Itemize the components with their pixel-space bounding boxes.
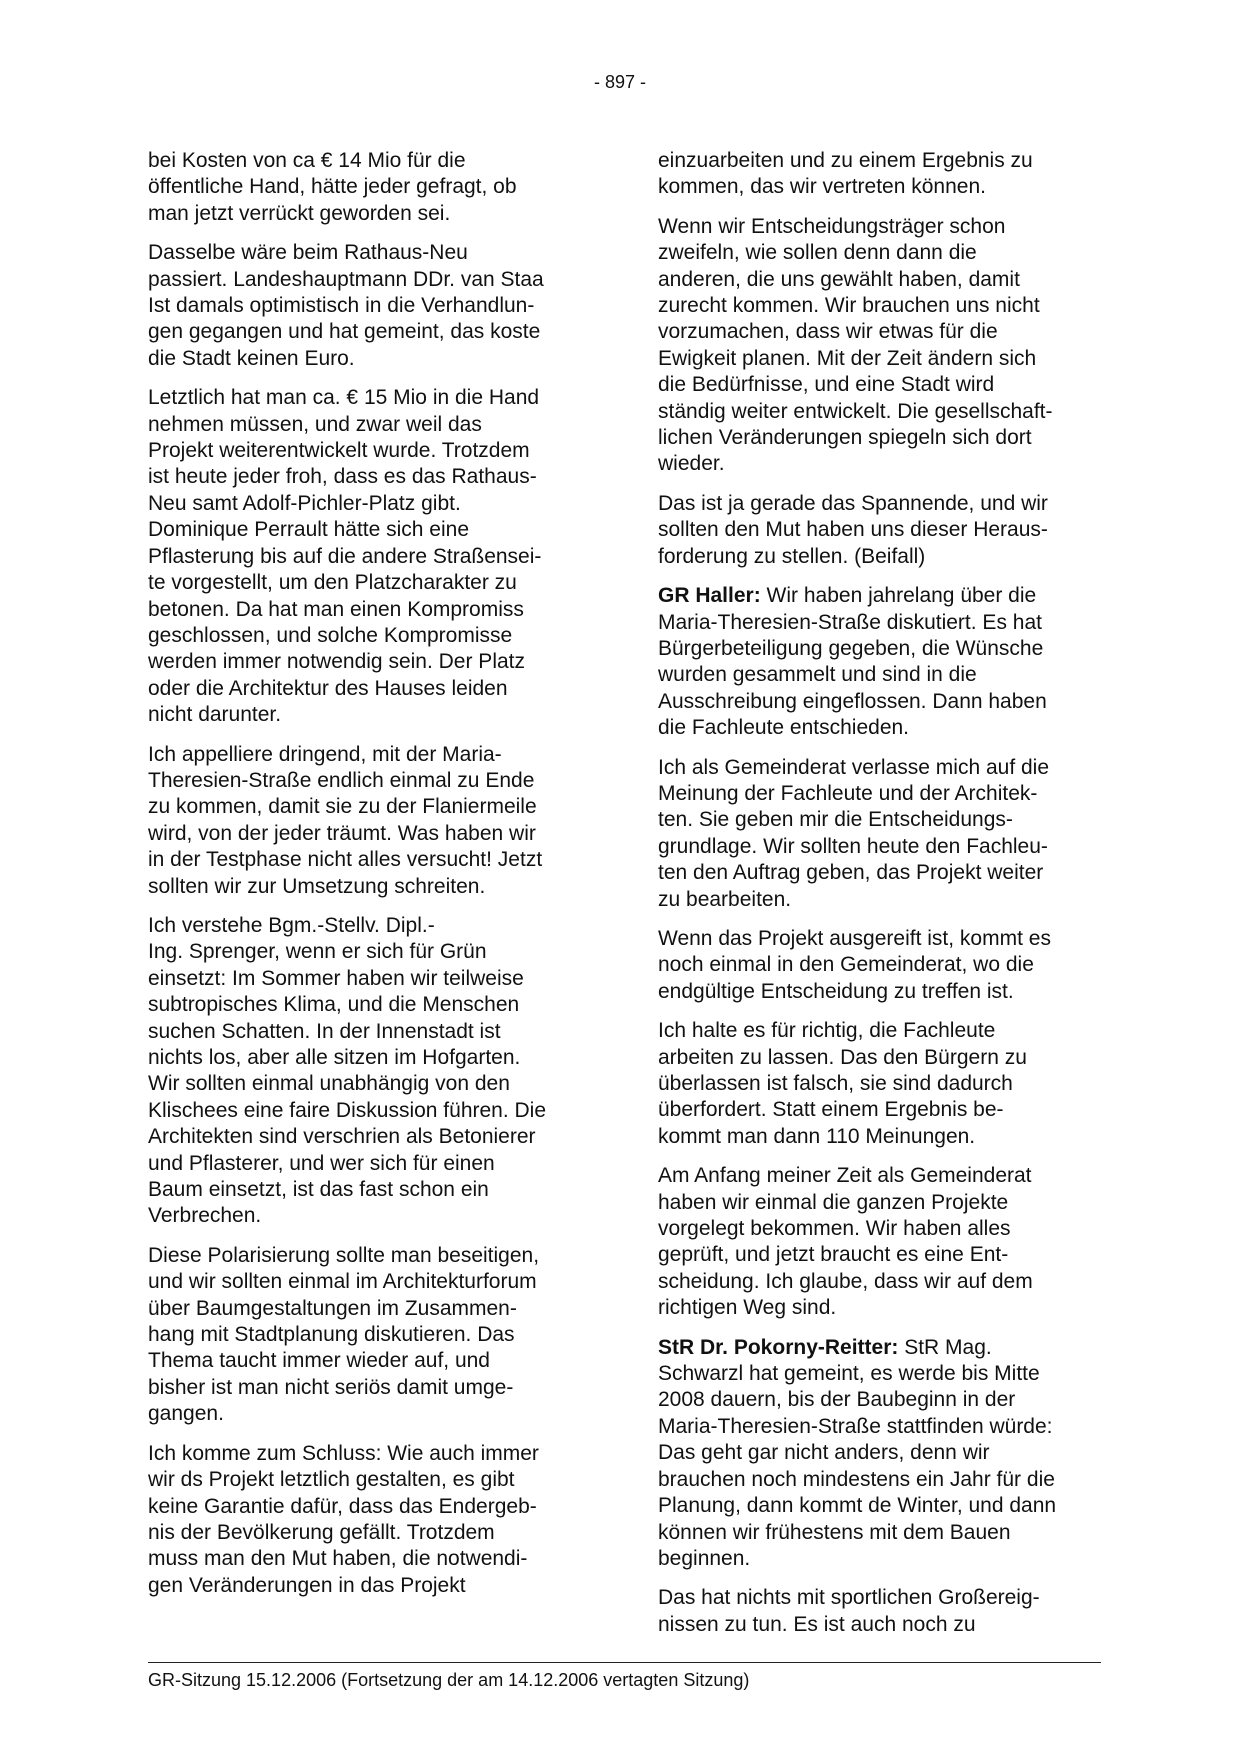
paragraph-text: StR Mag. Schwarzl hat gemeint, es werde bis Mitte 2008 dauern, bis der Baubeginn in der Maria-Theresien-Straße stattfinden würde: Das geht gar nicht anders, denn wir brauchen noch mindestens ein Jahr für die Planung, dann kommt de Winter, und dann können wir frühestens mit dem Bauen beginnen. xyxy=(658,1335,1057,1570)
paragraph: Letztlich hat man ca. € 15 Mio in die Hand nehmen müssen, und zwar weil das Projekt weiterentwickelt wurde. Trotzdem ist heute jeder froh, dass es das Rathaus- Neu samt Adolf-Pichler-Platz gibt. Dominique Perrault hätte sich eine Pflasterung bis auf die andere Straßensei- te vorgestellt, um den Platzcharakter zu betonen. Da hat man einen Kompromiss geschlossen, und solche Kompromisse werden immer notwendig sein. Der Platz oder die Architektur des Hauses leiden nicht darunter. xyxy=(148,386,542,727)
speaker-name: GR Haller: xyxy=(658,584,761,608)
paragraph-text: Ich halte es für richtig, die Fachleute arbeiten zu lassen. Das den Bürgern zu überlassen ist falsch, sie sind dadurch überfordert. Statt einem Ergebnis be- kommt man dann 110 Meinungen. xyxy=(658,1019,1027,1148)
paragraph: Ich verstehe Bgm.-Stellv. Dipl.- Ing. Sprenger, wenn er sich für Grün einsetzt: Im Sommer haben wir teilweise subtropisches Klima, und die Menschen suchen Schatten. In der Innenstadt ist nichts los, aber alle sitzen im Hofgarten. Wir sollten einmal unabhängig von den Klischees eine faire Diskussion führen. Die Architekten sind verschrien als Betonierer und Pflasterer, und wer sich für einen Baum einsetzt, ist das fast schon ein Verbrechen. xyxy=(148,913,547,1228)
paragraph-text: Das ist ja gerade das Spannende, und wir sollten den Mut haben uns dieser Heraus- forderung zu stellen. (Beifall) xyxy=(658,491,1048,568)
paragraph-text: Am Anfang meiner Zeit als Gemeinderat haben wir einmal die ganzen Projekte vorgelegt bekommen. Wir haben alles geprüft, und jetzt braucht es eine Ent- scheidung. Ich glaube, dass wir auf dem richtigen Weg sind. xyxy=(658,1164,1033,1320)
paragraph-text: Wir haben jahrelang über die Maria-Theresien-Straße diskutiert. Es hat Bürgerbeteiligung gegeben, die Wünsche wurden gesammelt und sind in die Ausschreibung eingeflossen. Dann haben die Fachleute entschieden. xyxy=(658,584,1047,740)
paragraph: Diese Polarisierung sollte man beseitigen, und wir sollten einmal im Architekturforum über Baumgestaltungen im Zusammen- hang mit Stadtplanung diskutieren. Das Thema taucht immer wieder auf, und bisher ist man nicht seriös damit umge- gangen. xyxy=(148,1243,540,1426)
paragraph: Ich komme zum Schluss: Wie auch immer wir ds Projekt letztlich gestalten, es gibt keine Garantie dafür, dass das Endergeb- nis der Bevölkerung gefällt. Trotzdem muss man den Mut haben, die notwendi- gen Veränderungen in das Projekt xyxy=(148,1441,539,1597)
paragraph xyxy=(658,583,1098,741)
right-column xyxy=(658,148,1098,1651)
paragraph xyxy=(658,491,1098,570)
paragraph-text: Wenn das Projekt ausgereift ist, kommt es noch einmal in den Gemeinderat, wo die endgültige Entscheidung zu treffen ist. xyxy=(658,926,1051,1003)
paragraph-text: Das hat nichts mit sportlichen Großereig- nissen zu tun. Es ist auch noch zu xyxy=(658,1586,1040,1636)
paragraph: Dasselbe wäre beim Rathaus-Neu passiert. Landeshauptmann DDr. van Staa Ist damals optimistisch in die Verhandlun- gen gegangen und hat gemeint, das koste die Stadt keinen Euro. xyxy=(148,241,544,370)
speaker-name: StR Dr. Pokorny-Reitter: xyxy=(658,1335,899,1359)
page-number: - 897 - xyxy=(593,72,647,92)
paragraph xyxy=(658,1585,1098,1638)
paragraph xyxy=(658,755,1098,913)
paragraph: Ich appelliere dringend, mit der Maria- Theresien-Straße endlich einmal zu Ende zu kommen, damit sie zu der Flaniermeile wird, von der jeder träumt. Was haben wir in der Testphase nicht alles versucht! Jetzt sollten wir zur Umsetzung schreiten. xyxy=(148,742,543,898)
paragraph: bei Kosten von ca € 14 Mio für die öffentliche Hand, hätte jeder gefragt, ob man jetzt verrückt geworden sei. xyxy=(148,149,517,225)
left-column xyxy=(148,148,588,1612)
paragraph xyxy=(658,1018,1098,1150)
footer-divider xyxy=(148,1662,1101,1663)
footer-session-info: GR-Sitzung 15.12.2006 (Fortsetzung der am 14.12.2006 vertagten Sitzung) xyxy=(148,1670,750,1690)
paragraph-text: einzuarbeiten und zu einem Ergebnis zu kommen, das wir vertreten können. xyxy=(658,149,1033,199)
paragraph xyxy=(658,1163,1098,1321)
paragraph xyxy=(658,148,1098,201)
paragraph xyxy=(658,1335,1098,1573)
paragraph-text: Ich als Gemeinderat verlasse mich auf die Meinung der Fachleute und der Architek- ten. Sie geben mir die Entscheidungs- grundlage. Wir sollten heute den Fachleu- ten den Auftrag geben, das Projekt weiter zu bearbeiten. xyxy=(658,755,1050,911)
paragraph-text: Wenn wir Entscheidungsträger schon zweifeln, wie sollen denn dann die anderen, die uns gewählt haben, damit zurecht kommen. Wir brauchen uns nicht vorzumachen, dass wir etwas für die Ewigkeit planen. Mit der Zeit ändern sich die Bedürfnisse, und eine Stadt wird ständig weiter entwickelt. Die gesellschaft- lichen Veränderungen spiegeln sich dort wieder. xyxy=(658,214,1053,476)
paragraph xyxy=(658,926,1098,1005)
paragraph xyxy=(658,214,1098,478)
